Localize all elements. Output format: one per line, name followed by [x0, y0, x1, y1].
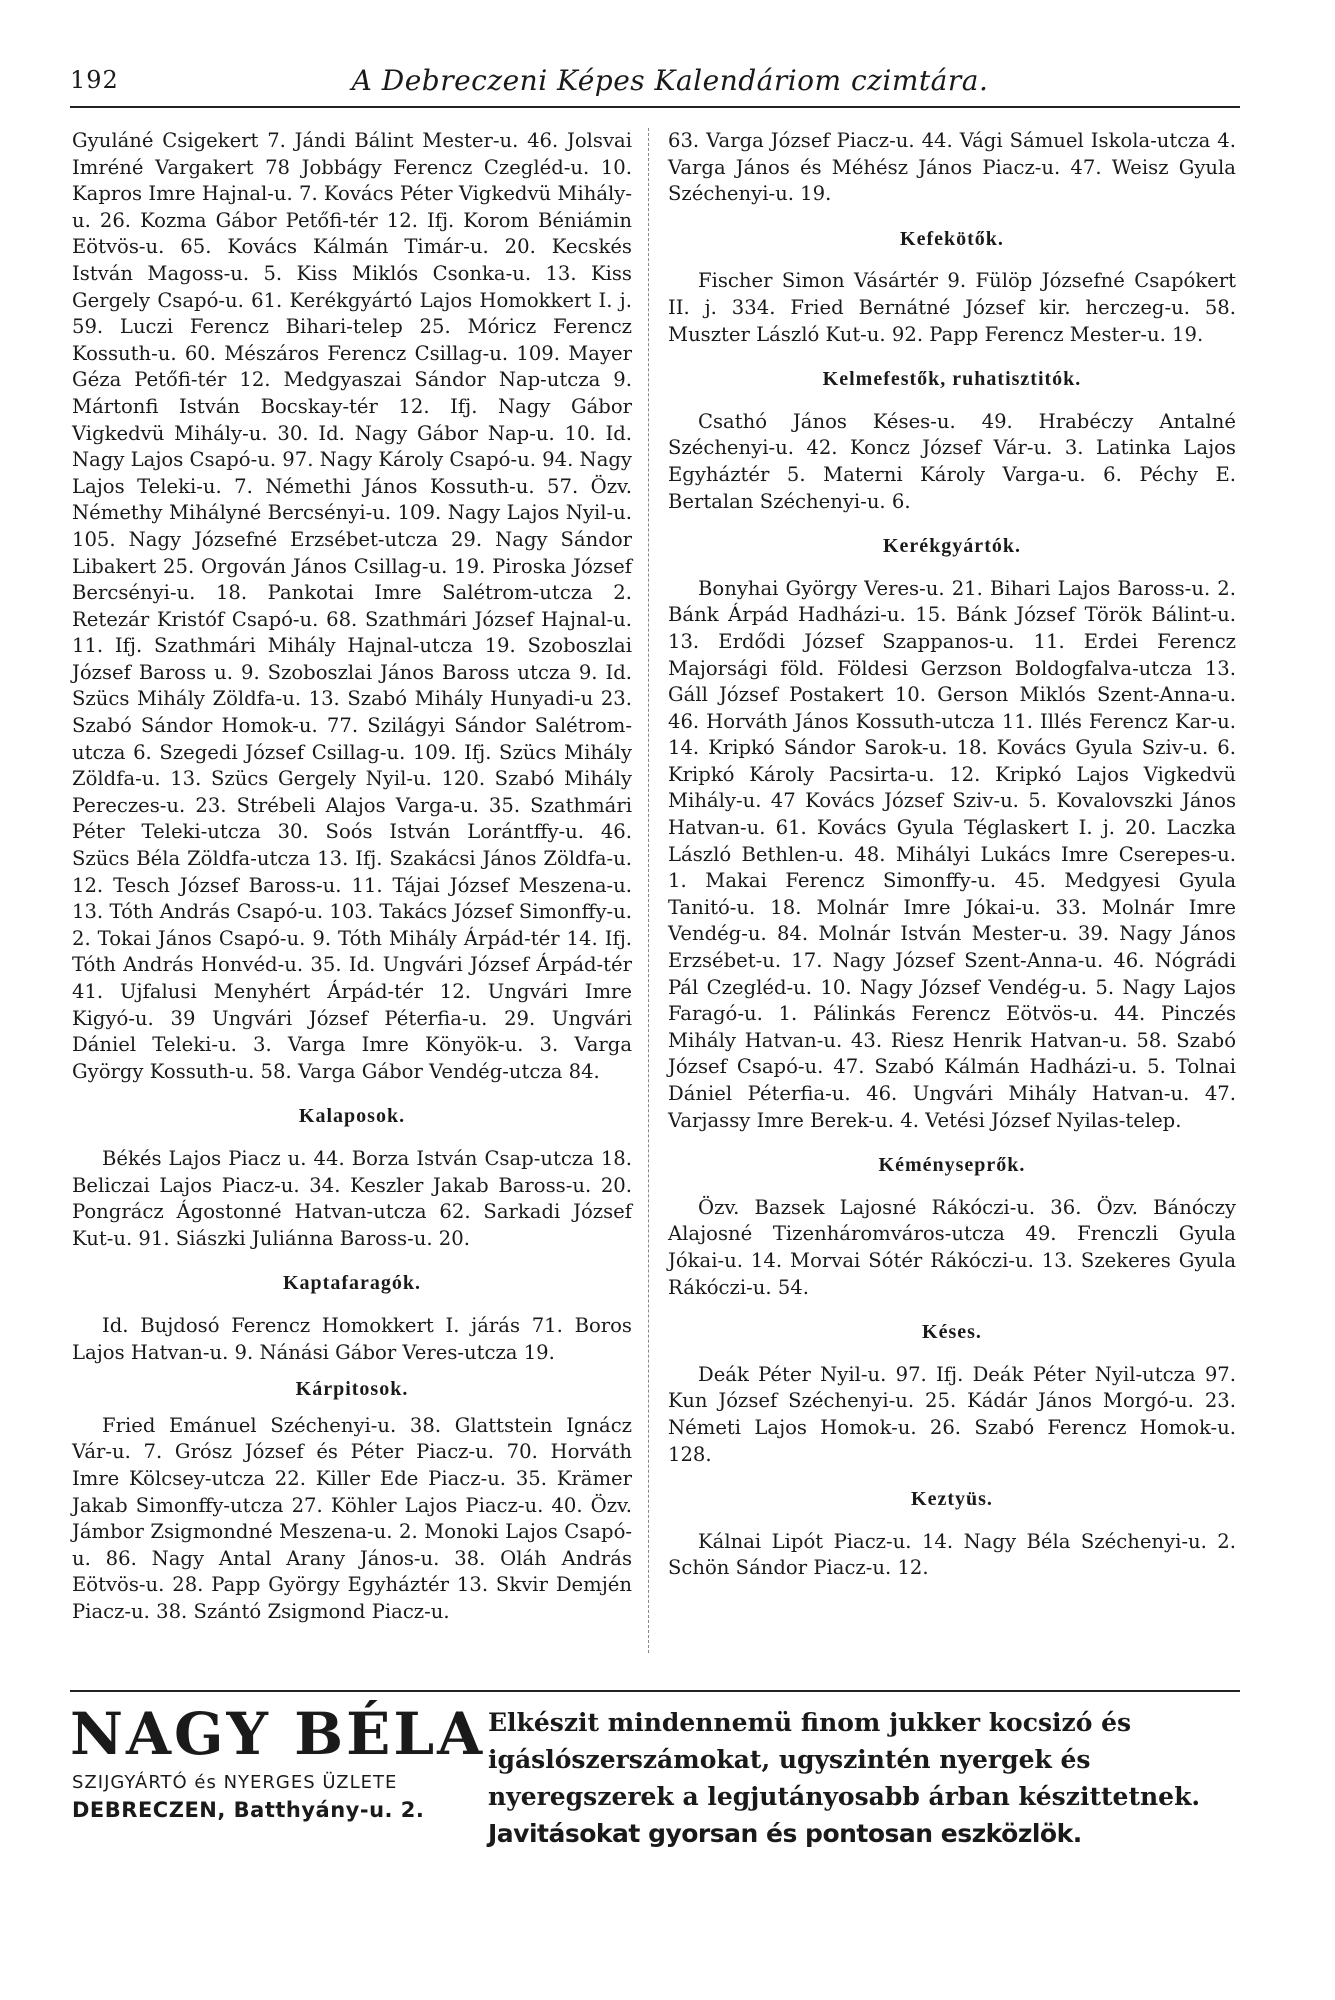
section-text-kalaposok: Békés Lajos Piacz u. 44. Borza István Csap-utcza 18. Beliczai Lajos Piacz-u. 34. Keszler Jakab Baross-u. 20. Pongrácz Ágostonné Hatvan-utcza 62. Sarkadi József Kut-u. 91. Siászki Juliánna Baross-u. 20. [72, 1146, 632, 1250]
right-column [668, 128, 1236, 1582]
page-header [50, 62, 1290, 102]
right-intro-paragraph: 63. Varga József Piacz-u. 44. Vági Sámuel Iskola-utcza 4. Varga János és Méhész János Piacz-u. 47. Weisz Gyula Széchenyi-u. 19. [668, 129, 1236, 206]
column-divider [648, 128, 649, 1653]
header-rule [70, 106, 1240, 108]
section-text-kaptafaragok: Id. Bujdosó Ferencz Homokkert I. járás 71. Boros Lajos Hatvan-u. 9. Nánási Gábor Veres-utcza 19. [72, 1313, 632, 1364]
left-intro-paragraph: Gyuláné Csigekert 7. Jándi Bálint Mester-u. 46. Jolsvai Imréné Vargakert 78 Jobbágy Ferencz Czegléd-u. 10. Kapros Imre Hajnal-u. 7. Kovács Péter Vigkedvü Mihály-u. 26. Kozma Gábor Petőfi-tér 12. Ifj. Korom Béniámin Eötvös-u. 65. Kovács Kálmán Timár-u. 20. Kecskés István Magoss-u. 5. Kiss Miklós Csonka-u. 13. Kiss Gergely Csapó-u. 61. Kerékgyártó Lajos Homokkert I. j. 59. Luczi Ferencz Bihari-telep 25. Móricz Ferencz Kossuth-u. 60. Mészáros Ferencz Csillag-u. 109. Mayer Géza Petőfi-tér 12. Medgyaszai Sándor Nap-utcza 9. Mártonfi István Bocskay-tér 12. Ifj. Nagy Gábor Vigkedvü Mihály-u. 30. Id. Nagy Gábor Nap-u. 10. Id. Nagy Lajos Csapó-u. 97. Nagy Károly Csapó-u. 94. Nagy Lajos Teleki-u. 7. Némethi János Kossuth-u. 57. Özv. Némethy Mihályné Bercsényi-u. 109. Nagy Lajos Nyil-u. 105. Nagy Józsefné Erzsébet-utcza 29. Nagy Sándor Libakert 25. Orgován János Csillag-u. 19. Piroska József Bercsényi-u. 18. Pankotai Imre Salétrom-utcza 2. Retezár Kristóf Csapó-u. 68. Szathmári József Hajnal-u. 11. Ifj. Szathmári Mihály Hajnal-utcza 19. Szoboszlai József Baross u. 9. Szoboszlai János Baross utcza 9. Id. Szücs Mihály Zöldfa-u. 13. Szabó Mihály Hunyadi-u 23. Szabó Sándor Homok-u. 77. Szilágyi Sándor Salétrom-utcza 6. Szegedi József Csillag-u. 109. Ifj. Szücs Mihály Zöldfa-u. 13. Szücs Gergely Nyil-u. 120. Szabó Mihály Pereczes-u. 23. Strébeli Alajos Varga-u. 35. Szathmári Péter Teleki-utcza 30. Soós István Lorántffy-u. 46. Szücs Béla Zöldfa-utcza 13. Ifj. Szakácsi János Zöldfa-u. 12. Tesch József Baross-u. 11. Tájai József Meszena-u. 13. Tóth András Csapó-u. 103. Takács József Simonffy-u. 2. Tokai János Csapó-u. 9. Tóth Mihály Árpád-tér 14. Ifj. Tóth András Honvéd-u. 35. Id. Ungvári József Árpád-tér 41. Ujfalusi Menyhért Árpád-tér 12. Ungvári Imre Kigyó-u. 39 Ungvári József Péterfia-u. 29. Ungvári Dániel Teleki-u. 3. Varga Imre Könyök-u. 3. Varga György Kossuth-u. 58. Varga Gábor Vendég-utcza 84. [72, 129, 632, 1083]
section-heading-karpitosok: Kárpitosok. [295, 1378, 409, 1401]
section-heading-keztyus: Keztyüs. [911, 1488, 993, 1511]
left-column [72, 128, 632, 1625]
advertisement-text [488, 1704, 1268, 1852]
section-heading-kemenyseprok: Kéményseprők. [878, 1154, 1026, 1177]
section-heading-kerekgyartok: Kerékgyártók. [883, 535, 1021, 558]
advertiser-address: DEBRECZEN, Batthyány-u. 2. [72, 1798, 425, 1822]
section-heading-kaptafaragok: Kaptafaragók. [283, 1272, 421, 1295]
section-text-karpitosok: Fried Emánuel Széchenyi-u. 38. Glattstein Ignácz Vár-u. 7. Grósz József és Péter Piacz-u. 70. Horváth Imre Kölcsey-utcza 22. Killer Ede Piacz-u. 35. Krämer Jakab Simonffy-utcza 27. Köhler Lajos Piacz-u. 40. Özv. Jámbor Zsigmondné Meszena-u. 2. Monoki Lajos Csapó-u. 86. Nagy Antal Arany János-u. 38. Oláh András Eötvös-u. 28. Papp György Egyháztér 13. Skvir Demjén Piacz-u. 38. Szántó Zsigmond Piacz-u. [72, 1413, 632, 1623]
advertisement-rule [70, 1690, 1240, 1692]
section-heading-kefekotok: Kefekötők. [900, 227, 1004, 250]
advertisement-text-repairs: Javitásokat gyorsan és pontosan eszközlök. [488, 1819, 1082, 1848]
advertiser-name: NAGY BÉLA [70, 1700, 486, 1768]
section-text-kelmefestok: Csathó János Késes-u. 49. Hrabéczy Antalné Széchenyi-u. 42. Koncz József Vár-u. 3. Latinka Lajos Egyháztér 5. Materni Károly Varga-u. 6. Péchy E. Bertalan Széchenyi-u. 6. [668, 409, 1236, 513]
page-number: 192 [70, 66, 119, 94]
running-title: A Debreczeni Képes Kalendáriom czimtára. [351, 64, 989, 97]
section-text-keztyus: Kálnai Lipót Piacz-u. 14. Nagy Béla Széchenyi-u. 2. Schön Sándor Piacz-u. 12. [668, 1529, 1236, 1580]
section-text-kerekgyartok: Bonyhai György Veres-u. 21. Bihari Lajos Baross-u. 2. Bánk Árpád Hadházi-u. 15. Bánk József Török Bálint-u. 13. Erdődi József Szappanos-u. 11. Erdei Ferencz Majorsági föld. Földesi Gerzson Boldogfalva-utcza 13. Gáll József Postakert 10. Gerson Miklós Szent-Anna-u. 46. Horváth János Kossuth-utcza 11. Illés Ferencz Kar-u. 14. Kripkó Sándor Sarok-u. 18. Kovács Gyula Sziv-u. 6. Kripkó Károly Pacsirta-u. 12. Kripkó Lajos Vigkedvü Mihály-u. 47 Kovács József Sziv-u. 5. Kovalovszki János Hatvan-u. 61. Kovács Gyula Téglaskert I. j. 20. Laczka László Bethlen-u. 48. Mihályi Lukács Imre Cserepes-u. 1. Makai Ferencz Simonffy-u. 45. Medgyesi Gyula Tanitó-u. 18. Molnár Imre Jókai-u. 33. Molnár Imre Vendég-u. 84. Molnár István Mester-u. 39. Nagy János Erzsébet-u. 17. Nagy József Szent-Anna-u. 46. Nógrádi Pál Czegléd-u. 10. Nagy József Vendég-u. 5. Nagy Lajos Faragó-u. 1. Pálinkás Ferencz Eötvös-u. 44. Pinczés Mihály Hatvan-u. 43. Riesz Henrik Hatvan-u. 58. Szabó József Csapó-u. 47. Szabó Kálmán Hadházi-u. 5. Tolnai Dániel Péterfia-u. 46. Ungvári Mihály Hatvan-u. 47. Varjassy Imre Berek-u. 4. Vetési József Nyilas-telep. [668, 576, 1236, 1132]
section-text-kefekotok: Fischer Simon Vásártér 9. Fülöp Józsefné Csapókert II. j. 334. Fried Bernátné József kir. herczeg-u. 58. Muszter László Kut-u. 92. Papp Ferencz Mester-u. 19. [668, 269, 1236, 346]
advertisement [70, 1700, 1240, 1848]
advertiser-trade: SZIJGYÁRTÓ és NYERGES ÜZLETE [72, 1772, 398, 1793]
section-text-kemenyseprok: Özv. Bazsek Lajosné Rákóczi-u. 36. Özv. Bánóczy Alajosné Tizenháromváros-utcza 49. Frenczli Gyula Jókai-u. 14. Morvai Sótér Rákóczi-u. 13. Szekeres Gyula Rákóczi-u. 54. [668, 1195, 1236, 1299]
advertisement-text-main: Elkészit mindennemü finom jukker kocsizó és igáslószerszámokat, ugyszintén nyergek és nyeregszerek a legjutányosabb árban készittetnek. [488, 1708, 1201, 1811]
section-heading-kelmefestok: Kelmefestők, ruhatisztitók. [822, 368, 1082, 391]
section-heading-kalaposok: Kalaposok. [298, 1105, 406, 1128]
section-text-keses: Deák Péter Nyil-u. 97. Ifj. Deák Péter Nyil-utcza 97. Kun József Széchenyi-u. 25. Kádár János Morgó-u. 23. Németi Lajos Homok-u. 26. Szabó Ferencz Homok-u. 128. [668, 1362, 1236, 1466]
section-heading-keses: Késes. [922, 1321, 982, 1344]
